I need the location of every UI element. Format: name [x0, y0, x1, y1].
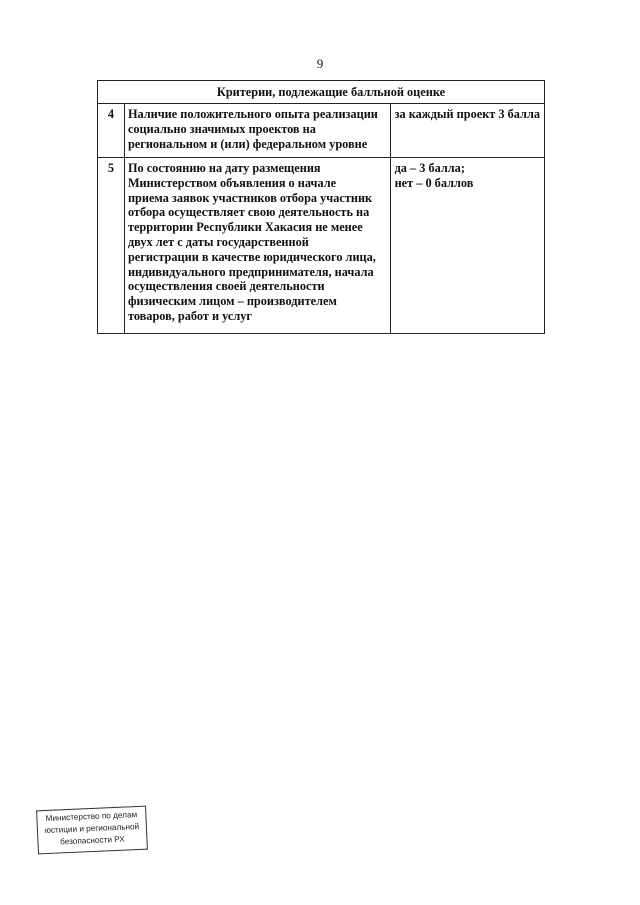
- row-score: [390, 104, 544, 158]
- description-line: региональном и (или) федеральном уровне: [127, 136, 368, 151]
- description-line: осуществления своей деятельности: [127, 279, 325, 294]
- row-number: 5: [98, 158, 125, 334]
- stamp-line: Министерство по делам: [45, 810, 138, 824]
- description-line: индивидуального предпринимателя, начала: [127, 264, 374, 279]
- table-row: [98, 104, 545, 158]
- description-line: товаров, работ и услуг: [127, 308, 253, 323]
- table-header: Критерии, подлежащие балльной оценке: [98, 81, 545, 104]
- description-line: По состоянию на дату размещения: [127, 161, 321, 175]
- criteria-table: [97, 80, 545, 334]
- table-row: [98, 158, 545, 334]
- description-line: отбора осуществляет свою деятельность на: [127, 205, 370, 220]
- description-line: социально значимых проектов на: [127, 121, 316, 136]
- description-line: Министерством объявления о начале: [127, 175, 337, 190]
- description-line: двух лет с даты государственной: [127, 234, 309, 249]
- ministry-stamp: [36, 806, 148, 855]
- page-number: 9: [316, 56, 324, 71]
- score-line: да – 3 балла;: [394, 161, 465, 175]
- table-header-row: [98, 81, 545, 104]
- description-line: приема заявок участников отбора участник: [127, 190, 373, 205]
- row-description: [124, 104, 390, 158]
- description-line: регистрации в качестве юридического лица,: [127, 249, 376, 264]
- description-line: физическим лицом – производителем: [127, 294, 337, 309]
- row-number: 4: [98, 104, 125, 158]
- row-description: [124, 158, 390, 334]
- description-line: территории Республики Хакасия не менее: [127, 220, 363, 235]
- row-score: [390, 158, 544, 334]
- score-line: нет – 0 баллов: [394, 175, 474, 190]
- description-line: Наличие положительного опыта реализации: [127, 107, 378, 121]
- score-line: за каждый проект 3 балла: [394, 107, 540, 121]
- stamp-line: юстиции и региональной: [44, 821, 140, 836]
- stamp-line: безопасности РХ: [59, 834, 125, 847]
